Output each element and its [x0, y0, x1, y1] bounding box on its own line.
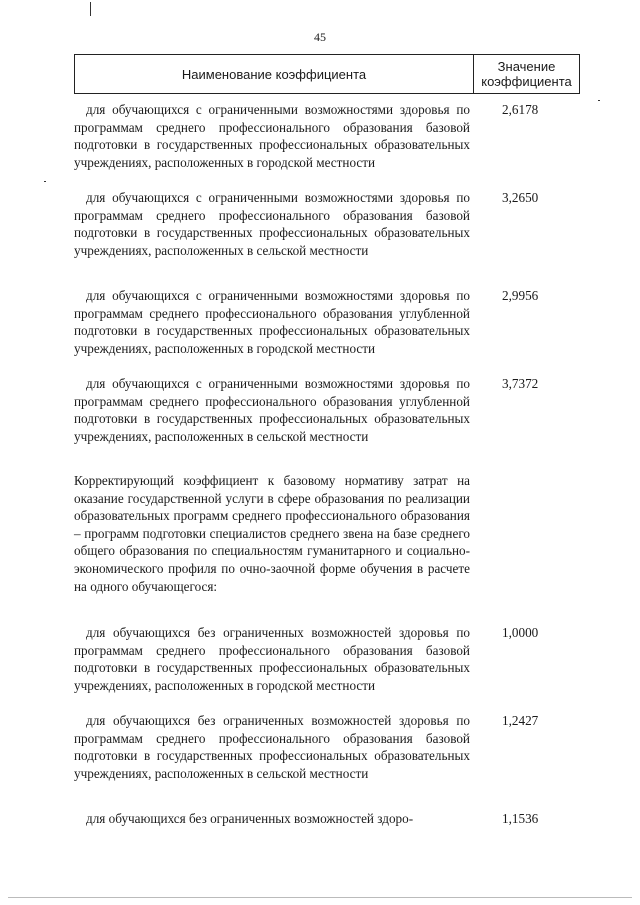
page-number: 45	[314, 30, 326, 44]
row-name: для обучающихся с ограниченными возможностями здоровья по программам среднего профессионального образования углубленной подготовки в государственных профессиональных образовательных учреждениях, расположенных в городской местности	[74, 288, 470, 356]
row-value: 1,2427	[502, 713, 539, 728]
row-value: 3,2650	[502, 190, 539, 205]
row-value: 3,7372	[502, 376, 539, 391]
row-value: 2,9956	[502, 288, 539, 303]
scan-edge	[8, 897, 632, 898]
section-heading: Корректирующий коэффициент к базовому нормативу затрат на оказание государственной услуги в сфере образования по реализации образовательных программ среднего профессионального образования – программ подготовки специалистов среднего звена на базе среднего общего образования по специальностям гуманитарного и социально-экономического профиля по очно-заочной форме обучения в расчете на одного обучающегося:	[74, 473, 470, 594]
row-value: 2,6178	[502, 102, 539, 117]
scan-mark	[44, 181, 46, 182]
column-header-value	[474, 55, 579, 93]
scan-mark	[90, 2, 91, 16]
row-name: для обучающихся с ограниченными возможностями здоровья по программам среднего профессионального образования углубленной подготовки в государственных профессиональных образовательных учреждениях, расположенных в сельской местности	[74, 376, 470, 444]
column-header-value-line2: коэффициента	[481, 74, 572, 89]
scan-mark	[598, 100, 600, 101]
row-name: для обучающихся с ограниченными возможностями здоровья по программам среднего профессионального образования базовой подготовки в государственных профессиональных образовательных учреждениях, расположенных в городской местности	[74, 102, 470, 170]
row-name: для обучающихся без ограниченных возможностей здоровья по программам среднего профессионального образования базовой подготовки в государственных профессиональных образовательных учреждениях, расположенных в городской местности	[74, 625, 470, 693]
row-name: для обучающихся без ограниченных возможностей здоровья по программам среднего профессионального образования базовой подготовки в государственных профессиональных образовательных учреждениях, расположенных в сельской местности	[74, 713, 470, 781]
row-name: для обучающихся с ограниченными возможностями здоровья по программам среднего профессионального образования базовой подготовки в государственных профессиональных образовательных учреждениях, расположенных в сельской местности	[74, 190, 470, 258]
row-value: 1,0000	[502, 625, 539, 640]
table-header	[74, 54, 580, 94]
column-header-value-line1: Значение	[497, 59, 556, 74]
row-value: 1,1536	[502, 811, 539, 826]
column-header-name: Наименование коэффициента	[75, 55, 474, 93]
row-name: для обучающихся без ограниченных возможностей здоро-	[86, 811, 414, 826]
